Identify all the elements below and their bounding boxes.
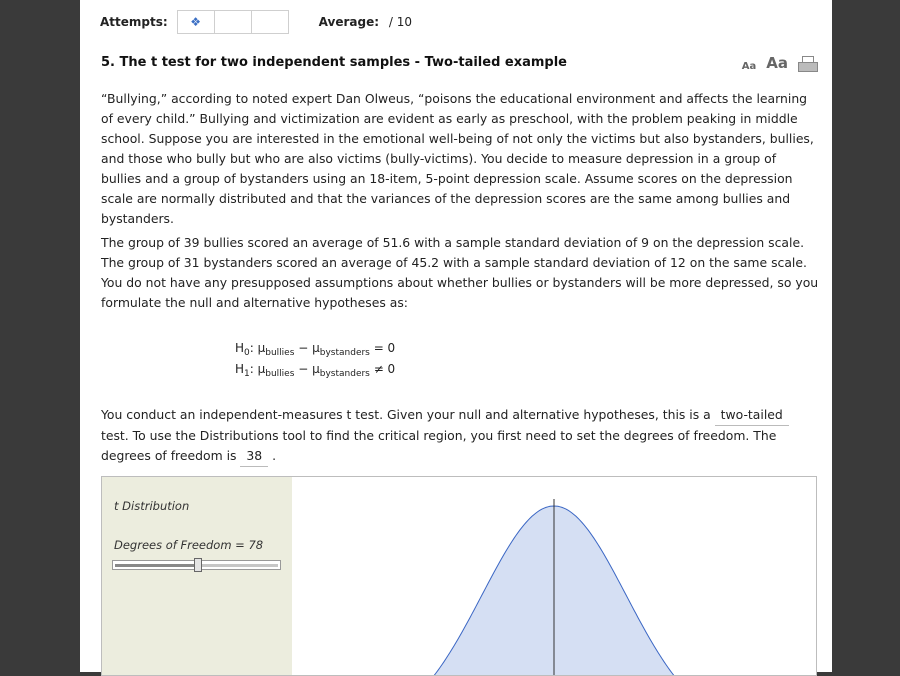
question-paragraph: You conduct an independent-measures t test. Given your null and alternative hypotheses, this is a two-tailed test. To use the Distributions tool to find the critical region, you first need to set the degrees of freedom. The degrees of freedom is 38 . bbox=[101, 405, 819, 467]
slider-thumb[interactable] bbox=[194, 558, 202, 572]
data-paragraph: The group of 39 bullies scored an average of 51.6 with a sample standard deviation of 9 on the depression scale. The group of 31 bystanders scored an average of 45.2 with a sample standard deviation of 12 on the same scale. You do not have any presupposed assumptions about whether bullies or bystanders will be more depressed, so you formulate the null and alternative hypotheses as: bbox=[101, 235, 819, 310]
slider-track bbox=[202, 564, 279, 567]
df-answer-dropdown[interactable]: 38 bbox=[240, 446, 268, 467]
alternative-hypothesis: $H_1$: $\mu_{bullies} - \mu_{bystanders} \ne 0$ bbox=[235, 362, 396, 379]
question-title: 5. The t test for two independent samples - Two-tailed example bbox=[101, 55, 568, 70]
degrees-of-freedom-slider[interactable] bbox=[112, 560, 281, 570]
printer-icon[interactable] bbox=[798, 56, 818, 72]
increase-font-button[interactable]: Aa bbox=[766, 54, 788, 72]
average-label: Average: bbox=[318, 15, 380, 29]
distribution-title: t Distribution bbox=[114, 499, 190, 513]
tails-answer-dropdown[interactable]: two-tailed bbox=[715, 405, 789, 426]
null-hypothesis: $H_0$: $\mu_{bullies} - \mu_{bystanders} = 0$ bbox=[235, 341, 396, 358]
question-page bbox=[80, 0, 832, 672]
attempts-label: Attempts: bbox=[100, 15, 168, 29]
attempt-box-1[interactable] bbox=[177, 10, 215, 34]
distribution-tool bbox=[101, 476, 817, 676]
distribution-control-panel bbox=[102, 477, 292, 675]
diamond-icon: ❖ bbox=[190, 15, 202, 29]
average bbox=[319, 15, 412, 29]
attempts-row bbox=[100, 9, 412, 35]
slider-fill bbox=[115, 564, 194, 567]
attempt-box-3[interactable] bbox=[251, 10, 289, 34]
text-tools bbox=[742, 54, 818, 72]
degrees-of-freedom-label: Degrees of Freedom = 78 bbox=[114, 538, 264, 552]
t-distribution-curve bbox=[292, 477, 816, 676]
scenario-paragraph: “Bullying,” according to noted expert Dan Olweus, “poisons the educational environment and affects the learning of every child.” Bullying and victimization are evident as early as preschool, with the problem peaking in middle school. Suppose you are interested in the emotional well-being of not only the victims but also bystanders, bullies, and those who bully but who are also victims (bully-victims). You decide to measure depression in a group of bullies and a group of bystanders using an 18-item, 5-point depression scale. Assume scores on the depression scale are normally distributed and that the variances of the depression scores are the same among bullies and bystanders. bbox=[101, 91, 814, 226]
attempt-box-2[interactable] bbox=[214, 10, 252, 34]
decrease-font-button[interactable]: Aa bbox=[741, 61, 757, 72]
average-value: / 10 bbox=[388, 15, 413, 29]
